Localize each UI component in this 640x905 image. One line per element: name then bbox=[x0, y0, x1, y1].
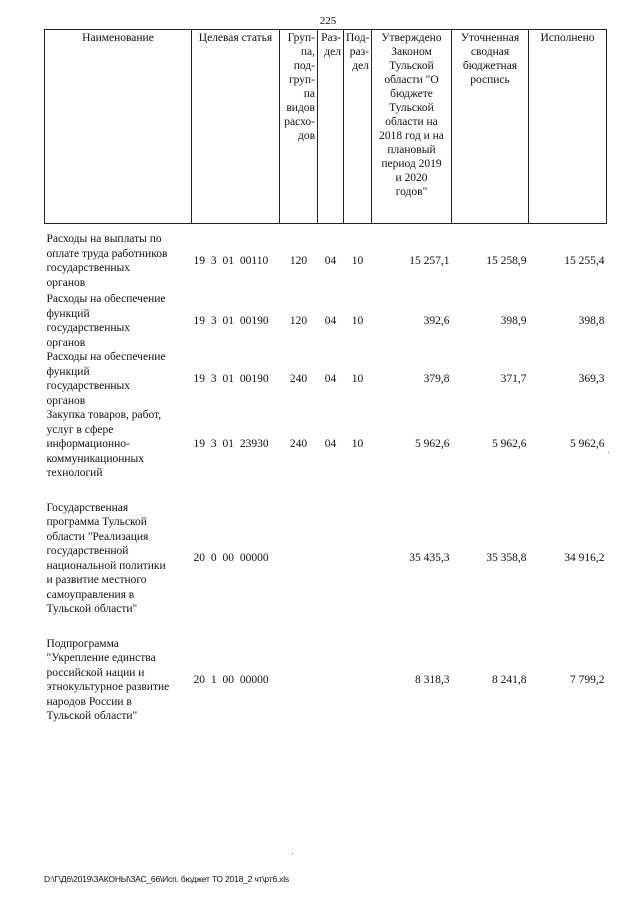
cell-subsection: 10 bbox=[351, 438, 364, 450]
scan-speck bbox=[292, 853, 293, 854]
cell-section: 04 bbox=[324, 438, 337, 450]
cell-refined: 398,9 bbox=[500, 314, 527, 327]
table-row bbox=[45, 637, 607, 724]
cell-approved: 5 962,6 bbox=[415, 438, 450, 450]
table-row bbox=[45, 292, 607, 350]
cell-subsection: 10 bbox=[351, 372, 364, 385]
scan-speck bbox=[608, 452, 609, 453]
cell-executed: 34 916,2 bbox=[564, 552, 605, 565]
table-row bbox=[45, 408, 607, 481]
cell-group: 120 bbox=[289, 314, 308, 327]
table-row bbox=[45, 350, 607, 408]
cell-name: Государственная программа Тульской области "Реализация государственной национальной политики и развитие местного самоуправления в Тульской области" bbox=[46, 501, 166, 615]
table-header-row bbox=[45, 30, 607, 224]
budget-table bbox=[44, 29, 607, 724]
header-name: Наименование bbox=[45, 30, 192, 224]
cell-target: 20 1 00 00000 bbox=[193, 673, 269, 686]
cell-subsection bbox=[344, 501, 372, 617]
cell-group: 240 bbox=[289, 372, 308, 385]
cell-name: Расходы на обеспечение функций государственных органов bbox=[46, 293, 166, 349]
header-group: Груп- па, под- груп- па видов расхо- дов bbox=[280, 30, 318, 224]
cell-subsection: 10 bbox=[351, 314, 364, 327]
cell-name: Закупка товаров, работ, услуг в сфере информационно- коммуникационных технологий bbox=[46, 409, 162, 479]
cell-target: 19 3 01 00110 bbox=[193, 254, 269, 267]
page-number: 225 bbox=[319, 15, 337, 27]
header-approved: Утверждено Законом Тульской области "О бюджете Тульской области на 2018 год и на плановый период 2019 и 2020 годов" bbox=[372, 30, 452, 224]
cell-approved: 379,8 bbox=[423, 372, 450, 385]
cell-approved: 8 318,3 bbox=[415, 673, 450, 686]
cell-approved: 392,6 bbox=[423, 314, 450, 327]
cell-refined: 5 962,6 bbox=[492, 438, 527, 450]
cell-name: Подпрограмма "Укрепление единства российской нации и этнокультурное развитие народов России в Тульской области" bbox=[46, 637, 170, 722]
cell-group: 120 bbox=[289, 254, 308, 267]
cell-executed: 7 799,2 bbox=[570, 673, 605, 686]
cell-section: 04 bbox=[324, 372, 337, 385]
header-target: Целевая статья bbox=[192, 30, 280, 224]
cell-refined: 371,7 bbox=[500, 372, 527, 385]
cell-approved: 35 435,3 bbox=[409, 552, 450, 565]
cell-target: 19 3 01 00190 bbox=[193, 314, 269, 327]
cell-refined: 8 241,8 bbox=[492, 673, 527, 686]
cell-executed: 5 962,6 bbox=[570, 438, 605, 450]
cell-group bbox=[280, 637, 318, 724]
header-section: Раз- дел bbox=[318, 30, 344, 224]
cell-section bbox=[318, 501, 344, 617]
cell-name: Расходы на обеспечение функций государственных органов bbox=[46, 351, 166, 407]
cell-target: 19 3 01 00190 bbox=[193, 372, 269, 385]
cell-section: 04 bbox=[324, 314, 337, 327]
cell-refined: 15 258,9 bbox=[486, 254, 527, 267]
cell-target: 20 0 00 00000 bbox=[193, 552, 269, 565]
file-path-footer: D:\Г\Д6\2019\ЗАКОНЫ\ЗАС_66\Исп. бюджет ТО 2018_2 чт\рт6.xls bbox=[44, 874, 289, 884]
cell-group bbox=[280, 501, 318, 617]
table-row bbox=[45, 501, 607, 617]
cell-section bbox=[318, 637, 344, 724]
table-row bbox=[45, 232, 607, 290]
cell-refined: 35 358,8 bbox=[486, 552, 527, 565]
cell-executed: 15 255,4 bbox=[564, 254, 605, 267]
cell-section: 04 bbox=[324, 254, 337, 267]
header-subsection: Под- раз- дел bbox=[344, 30, 372, 224]
cell-group: 240 bbox=[289, 438, 308, 450]
cell-executed: 369,3 bbox=[578, 372, 605, 385]
cell-approved: 15 257,1 bbox=[409, 254, 450, 267]
cell-name: Расходы на выплаты по оплате труда работников государственных органов bbox=[46, 233, 168, 289]
header-executed: Исполнено bbox=[529, 30, 607, 224]
cell-subsection bbox=[344, 637, 372, 724]
cell-subsection: 10 bbox=[351, 254, 364, 267]
cell-executed: 398,8 bbox=[578, 314, 605, 327]
cell-target: 19 3 01 23930 bbox=[193, 438, 269, 450]
header-refined: Уточненная сводная бюджетная роспись bbox=[452, 30, 529, 224]
